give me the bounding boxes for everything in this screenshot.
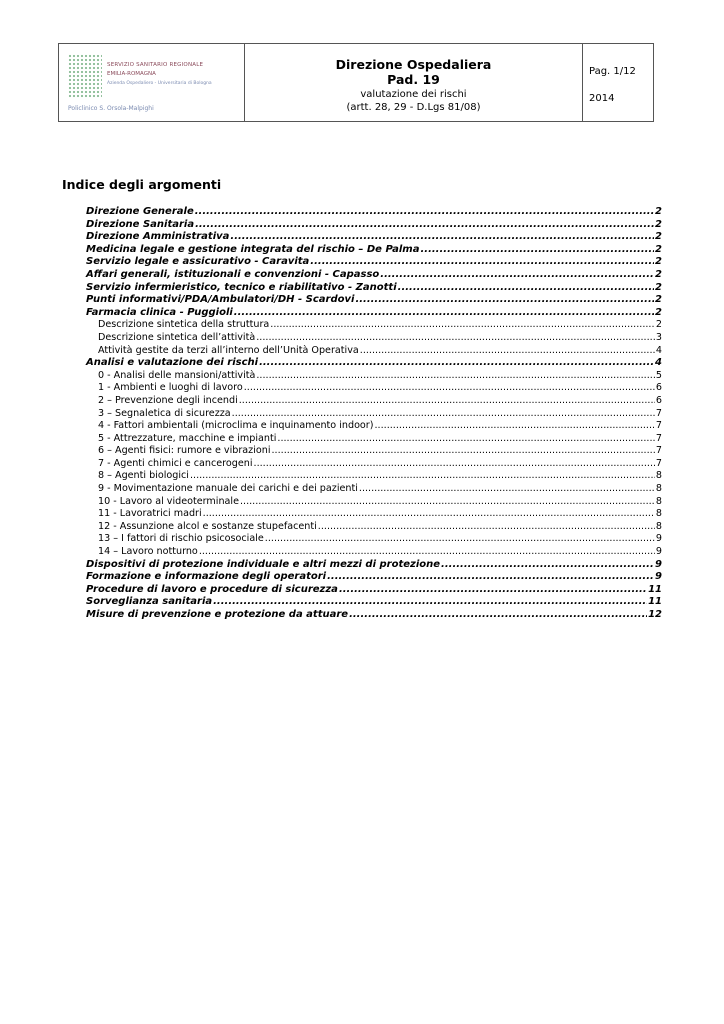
toc-dot-leader [360,345,655,358]
toc-entry-page: 7 [655,457,662,469]
toc-dot-leader [359,483,655,496]
toc-entry-page: 2 [655,243,662,255]
toc-entry[interactable] [86,319,662,332]
toc-entry[interactable] [86,395,662,408]
toc-entry-page: 8 [655,495,662,507]
toc-entry-page: 11 [648,583,662,595]
logo-block [59,44,245,121]
toc-entry-title: Punti informativi/PDA/Ambulatori/DH - Scardovi [86,294,355,306]
toc-entry[interactable] [86,244,662,257]
toc-entry-title: Descrizione sintetica della struttura [98,319,270,331]
toc-entry-page: 7 [655,445,662,457]
toc-entry-title: 12 - Assunzione alcol e sostanze stupefacenti [98,520,317,532]
toc-dot-leader [270,319,655,332]
toc-dot-leader [327,571,654,584]
logo-line-1: SERVIZIO SANITARIO REGIONALE [107,62,204,68]
toc-entry-page: 8 [655,508,662,520]
toc-entry-page: 2 [655,319,662,331]
toc-entry-title: Formazione e informazione degli operatori [86,571,327,583]
toc-entry-title: Procedure di lavoro e procedure di sicurezza [86,583,338,595]
toc-entry-page: 7 [655,432,662,444]
toc-entry[interactable] [86,470,662,483]
toc-entry[interactable] [86,370,662,383]
toc-entry-title: Direzione Amministrativa [86,231,230,243]
toc-dot-leader [265,533,655,546]
toc-entry-title: 1 - Ambienti e luoghi di lavoro [98,382,243,394]
toc-entry-page: 2 [655,306,662,318]
logo-line-4: Policlinico S. Orsola-Malpighi [68,105,154,112]
toc-entry[interactable] [86,219,662,232]
toc-entry-title: 11 - Lavoratrici madri [98,508,202,520]
toc-dot-leader [240,496,655,509]
toc-dot-leader [398,282,654,295]
toc-entry-title: 6 – Agenti fisici: rumore e vibrazioni [98,445,271,457]
logo-line-3: Azienda Ospedaliero - Universitaria di Bologna [107,81,212,86]
toc-dot-leader [310,256,654,269]
toc-entry-title: Attività gestite da terzi all’interno dell’Unità Operativa [98,344,359,356]
logo-dots-icon [68,54,102,98]
law-reference: (artt. 28, 29 - D.Lgs 81/08) [346,102,481,113]
document-header [58,43,654,122]
toc-entry-page: 6 [655,382,662,394]
toc-entry[interactable] [86,458,662,471]
page-number: Pag. 1/12 [589,66,636,77]
toc-entry-page: 9 [655,558,662,570]
toc-entry[interactable] [86,559,662,572]
toc-dot-leader [203,508,655,521]
toc-entry[interactable] [86,546,662,559]
toc-entry[interactable] [86,609,662,622]
table-of-contents [86,206,662,622]
toc-dot-leader [349,609,647,622]
toc-dot-leader [195,206,654,219]
toc-dot-leader [244,382,655,395]
logo-line-2: EMILIA-ROMAGNA [107,71,156,77]
toc-entry-title: Analisi e valutazione dei rischi [86,357,259,369]
toc-entry-page: 4 [655,344,662,356]
toc-dot-leader [339,584,647,597]
toc-dot-leader [441,559,654,572]
document-subtitle: valutazione dei rischi [360,89,467,100]
toc-entry-page: 2 [655,206,662,217]
toc-entry[interactable] [86,508,662,521]
toc-dot-leader [380,269,654,282]
toc-entry-title: Affari generali, istituzionali e convenzioni - Capasso [86,268,380,280]
toc-entry-page: 8 [655,483,662,495]
toc-entry[interactable] [86,307,662,320]
toc-entry-page: 7 [655,407,662,419]
toc-entry-page: 8 [655,470,662,482]
toc-dot-leader [318,521,655,534]
toc-entry[interactable] [86,533,662,546]
toc-dot-leader [190,470,655,483]
toc-dot-leader [277,433,654,446]
toc-entry-title: Servizio infermieristico, tecnico e riabilitativo - Zanotti [86,281,397,293]
toc-entry-page: 2 [655,231,662,243]
toc-entry[interactable] [86,269,662,282]
toc-dot-leader [230,231,654,244]
toc-entry-page: 4 [655,357,662,369]
toc-entry-title: 0 - Analisi delle mansioni/attività [98,369,256,381]
toc-dot-leader [259,357,654,370]
toc-entry-page: 9 [655,546,662,558]
toc-dot-leader [239,395,655,408]
toc-entry[interactable] [86,408,662,421]
toc-dot-leader [355,294,654,307]
toc-entry-page: 2 [655,281,662,293]
toc-entry[interactable] [86,596,662,609]
toc-entry-title: 3 – Segnaletica di sicurezza [98,407,231,419]
toc-entry-title: Farmacia clinica - Puggioli [86,306,233,318]
toc-entry[interactable] [86,294,662,307]
toc-entry-title: 8 – Agenti biologici [98,470,189,482]
toc-entry-title: 13 – I fattori di rischio psicosociale [98,533,264,545]
toc-entry[interactable] [86,445,662,458]
toc-entry-title: 5 - Attrezzature, macchine e impianti [98,432,277,444]
toc-entry-page: 2 [655,268,662,280]
toc-entry[interactable] [86,357,662,370]
toc-entry[interactable] [86,433,662,446]
toc-entry[interactable] [86,282,662,295]
header-title-block [245,44,583,121]
toc-entry-title: 14 – Lavoro notturno [98,546,198,558]
toc-entry-title: 9 - Movimentazione manuale dei carichi e dei pazienti [98,483,358,495]
toc-entry-page: 7 [655,420,662,432]
toc-entry-title: Dispositivi di protezione individuale e altri mezzi di protezione [86,558,441,570]
toc-entry-page: 3 [655,331,662,343]
toc-entry-title: 4 - Fattori ambientali (microclima e inquinamento indoor) [98,420,374,432]
toc-entry[interactable] [86,496,662,509]
toc-entry-title: Direzione Generale [86,206,194,217]
toc-entry-page: 6 [655,394,662,406]
toc-entry-title: 7 - Agenti chimici e cancerogeni [98,457,253,469]
toc-entry-title: Medicina legale e gestione integrata del rischio – De Palma [86,243,420,255]
toc-entry[interactable] [86,521,662,534]
toc-entry[interactable] [86,206,662,219]
toc-entry[interactable] [86,231,662,244]
toc-entry-page: 12 [648,609,662,620]
toc-dot-leader [234,307,654,320]
toc-dot-leader [195,219,654,232]
toc-entry-title: 10 - Lavoro al videoterminale [98,495,239,507]
toc-dot-leader [375,420,655,433]
toc-entry[interactable] [86,332,662,345]
toc-dot-leader [272,445,655,458]
toc-entry-title: Servizio legale e assicurativo - Caravita [86,256,310,268]
toc-entry[interactable] [86,584,662,597]
document-year: 2014 [589,93,615,104]
toc-entry[interactable] [86,571,662,584]
toc-entry-page: 2 [655,294,662,306]
toc-dot-leader [256,370,655,383]
toc-dot-leader [199,546,655,559]
toc-entry-page: 9 [655,571,662,583]
document-title: Direzione Ospedaliera [335,57,492,72]
toc-entry-title: 2 – Prevenzione degli incendi [98,394,238,406]
toc-entry-page: 9 [655,533,662,545]
toc-entry-page: 8 [655,520,662,532]
toc-entry-page: 2 [655,218,662,230]
header-meta-block [583,44,653,121]
toc-entry[interactable] [86,483,662,496]
toc-heading: Indice degli argomenti [62,177,222,192]
toc-entry-title: Misure di prevenzione e protezione da attuare [86,609,349,620]
toc-dot-leader [213,596,647,609]
toc-dot-leader [232,408,655,421]
toc-dot-leader [256,332,655,345]
toc-dot-leader [254,458,655,471]
toc-dot-leader [420,244,654,257]
toc-entry[interactable] [86,420,662,433]
toc-entry-page: 2 [655,256,662,268]
toc-entry-title: Descrizione sintetica dell’attività [98,331,256,343]
toc-entry-page: 5 [655,369,662,381]
toc-entry[interactable] [86,382,662,395]
toc-entry-page: 11 [648,596,662,608]
toc-entry[interactable] [86,256,662,269]
toc-entry[interactable] [86,345,662,358]
toc-entry-title: Direzione Sanitaria [86,218,195,230]
pad-number: Pad. 19 [387,72,440,87]
toc-entry-title: Sorveglianza sanitaria [86,596,213,608]
